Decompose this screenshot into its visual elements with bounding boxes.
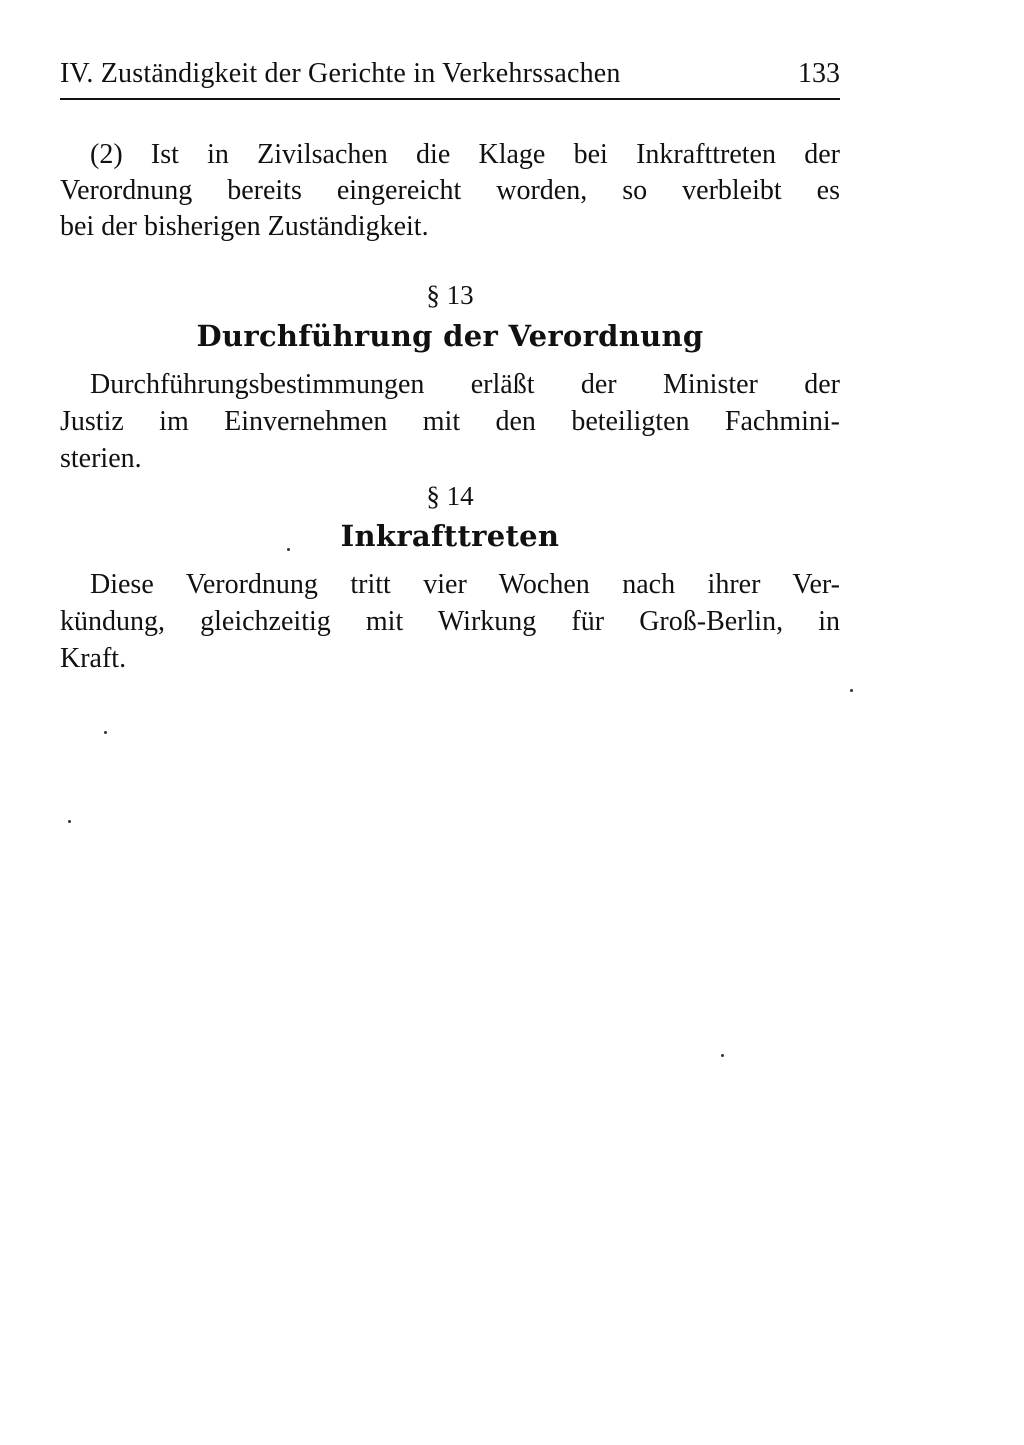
section-13-line-2: Justiz im Einvernehmen mit den beteiligten Fachmini- [60, 406, 840, 437]
header-title: IV. Zuständigkeit der Gerichte in Verkehrssachen [60, 58, 621, 89]
paragraph-2-line-2: Verordnung bereits eingereicht worden, so verbleibt es [60, 175, 840, 206]
scan-speck [104, 731, 107, 734]
section-14-line-3: Kraft. [60, 643, 127, 674]
section-13-title: Durchführung der Verordnung [196, 319, 704, 353]
section-14-line-2: kündung, gleichzeitig mit Wirkung für Groß-Berlin, in [60, 606, 840, 637]
scan-speck [68, 820, 71, 823]
page-number: 133 [798, 58, 840, 89]
section-13-number: § 13 [426, 280, 474, 310]
scan-speck [721, 1054, 724, 1057]
paragraph-2-line-3: bei der bisherigen Zuständigkeit. [60, 211, 429, 242]
section-14-number: § 14 [426, 481, 474, 511]
paragraph-2-line-1: (2) Ist in Zivilsachen die Klage bei Inkrafttreten der [90, 139, 840, 170]
section-13-line-3: sterien. [60, 443, 142, 474]
section-13-line-1: Durchführungsbestimmungen erläßt der Minister der [90, 369, 840, 400]
running-header [60, 58, 840, 100]
section-14-line-1: Diese Verordnung tritt vier Wochen nach ihrer Ver- [90, 569, 840, 600]
scan-speck [850, 689, 853, 692]
scan-speck [287, 548, 290, 551]
section-14-title: Inkrafttreten [340, 519, 560, 553]
